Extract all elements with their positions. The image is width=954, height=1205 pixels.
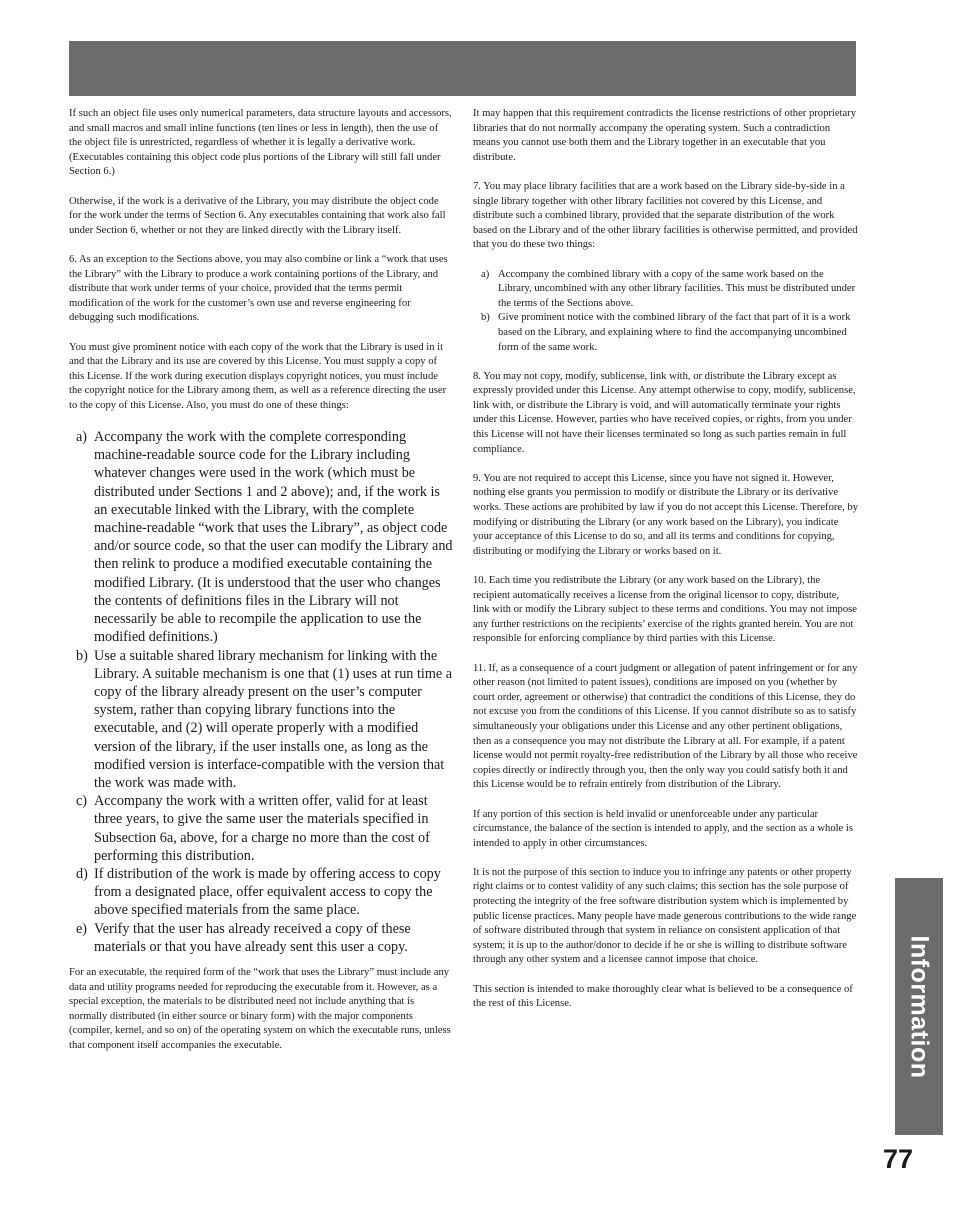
list-item-text: Use a suitable shared library mechanism for linking with the Library. A suitable mechanism is one that (1) uses at run time a copy of the library already present on the user’s computer system, rather than copying library functions into the executable, and (2) will operate properly with a modified version of the library, if the user installs one, as long as the modified version is interface-compatible with the version that the work was made with. <box>94 647 453 791</box>
list-item-text: Accompany the work with the complete corresponding machine-readable source code for the Library including whatever changes were used in the work (which must be distributed under Sections 1 and 2 above); and, if the work is an executable linked with the Library, with the complete machine-readable “work that uses the Library”, as object code and/or source code, so that the user can modify the Library and then relink to produce a modified executable containing the modified Library. (It is understood that the user who changes the contents of definitions files in the Library will not necessarily be able to recompile the application to use the modified definitions.) <box>94 429 453 646</box>
paragraph: 11. If, as a consequence of a court judgment or allegation of patent infringement or for any other reason (not limited to patent issues), conditions are imposed on you (whether by court order, agreement or otherwise) that contradict the conditions of this License, they do not excuse you from the conditions of this License. If you cannot distribute so as to satisfy simultaneously your obligations under this License and any other pertinent obligations, then as a consequence you may not distribute the Library at all. For example, if a patent license would not permit royalty-free redistribution of the Library by all those who receive copies directly or indirectly through you, then the only way you could satisfy both it and this License would be to refrain entirely from distribution of the Library. <box>473 662 858 791</box>
paragraph: For an executable, the required form of the “work that uses the Library” must include any data and utility programs needed for reproducing the executable from it. However, as a special exception, the materials to be distributed need not include anything that is normally distributed (in either source or binary form) with the major components (compiler, kernel, and so on) of the operating system on which the executable runs, unless that component itself accompanies the executable. <box>69 966 451 1051</box>
conditions-list <box>473 268 858 356</box>
paragraph: 6. As an exception to the Sections above, you may also combine or link a “work that uses the Library” with the Library to produce a work containing portions of the Library, and distribute that work under terms of your choice, provided that the terms permit modification of the work for the customer’s own use and reverse engineering for debugging such modifications. <box>69 253 448 324</box>
paragraph: 7. You may place library facilities that are a work based on the Library side-by-side in a single library together with other library facilities not covered by this License, and distribute such a combined library, provided that the separate distribution of the work based on the Library and of the other library facilities is otherwise permitted, and provided that you do these two things: <box>473 180 858 251</box>
paragraph: It may happen that this requirement contradicts the license restrictions of other proprietary libraries that do not normally accompany the operating system. Such a contradiction means you cannot use both them and the Library together in an executable that you distribute. <box>473 108 857 163</box>
list-marker: b) <box>76 647 88 664</box>
paragraph: If any portion of this section is held invalid or unenforceable under any particular circumstance, the balance of the section is intended to apply, and the section as a whole is intended to apply in other circumstances. <box>473 808 853 849</box>
paragraph: Otherwise, if the work is a derivative of the Library, you may distribute the object code for the work under the terms of Section 6. Any executables containing that work also fall under Section 6, whether or not they are linked directly with the Library itself. <box>69 195 446 236</box>
options-list <box>69 428 453 956</box>
section-tab-label: Information <box>905 935 934 1078</box>
paragraph: 10. Each time you redistribute the Library (or any work based on the Library), the recipient automatically receives a license from the original licensor to copy, distribute, link with or modify the Library subject to these terms and conditions. You may not impose any further restrictions on the recipients’ exercise of the rights granted herein. You are not responsible for enforcing compliance by third parties with this License. <box>473 575 857 645</box>
page-number: 77 <box>883 1144 914 1174</box>
list-item-text: If distribution of the work is made by offering access to copy from a designated place, offer equivalent access to copy the above specified materials from the same place. <box>94 865 441 919</box>
list-item <box>69 428 453 646</box>
paragraph: This section is intended to make thoroughly clear what is believed to be a consequence of the rest of this License. <box>473 983 853 1010</box>
list-item-text: Accompany the combined library with a copy of the same work based on the Library, uncombined with any other library facilities. This must be distributed under the terms of the Sections above. <box>498 268 856 309</box>
paragraph: You must give prominent notice with each copy of the work that the Library is used in it and that the Library and its use are covered by this License. You must supply a copy of this License. If the work during execution displays copyright notices, you must include the copyright notice for the Library among them, as well as a reference directing the user to the copy of this License. Also, you must do one of these things: <box>69 341 447 411</box>
paragraph: 9. You are not required to accept this License, since you have not signed it. However, nothing else grants you permission to modify or distribute the Library or its derivative works. These actions are prohibited by law if you do not accept this License. Therefore, by modifying or distributing the Library (or any work based on the Library), you indicate your acceptance of this License to do so, and all its terms and conditions for copying, distributing or modifying the Library or works based on it. <box>473 472 858 557</box>
list-marker: d) <box>76 865 88 882</box>
left-column <box>69 107 453 1054</box>
list-item <box>69 920 453 956</box>
paragraph: 8. You may not copy, modify, sublicense, link with, or distribute the Library except as expressly provided under this License. Any attempt otherwise to copy, modify, sublicense, link with, or distribute the Library is void, and will automatically terminate your rights under this License. However, parties who have received copies, or rights, from you under this License will not have their licenses terminated so long as such parties remain in full compliance. <box>473 370 856 455</box>
list-item <box>473 311 858 355</box>
header-bar <box>69 41 856 96</box>
list-item <box>69 792 453 865</box>
list-marker: e) <box>76 920 88 937</box>
list-item <box>69 865 453 920</box>
list-marker: a) <box>481 268 490 280</box>
paragraph: If such an object file uses only numerical parameters, data structure layouts and accessors, and small macros and small inline functions (ten lines or less in length), then the use of the object file is unrestricted, regardless of whether it is legally a derivative work. (Executables containing this object code plus portions of the Library will still fall under Section 6.) <box>69 108 452 178</box>
list-item-text: Accompany the work with a written offer, valid for at least three years, to give the same user the materials specified in Subsection 6a, above, for a charge no more than the cost of performing this distribution. <box>94 793 430 864</box>
list-item-text: Give prominent notice with the combined library of the fact that part of it is a work based on the Library, and explaining where to find the accompanying uncombined form of the same work. <box>498 312 851 353</box>
list-marker: c) <box>76 793 88 810</box>
list-item <box>473 268 858 312</box>
section-tab <box>895 878 943 1135</box>
list-item <box>69 647 453 793</box>
paragraph: It is not the purpose of this section to induce you to infringe any patents or other property right claims or to contest validity of any such claims; this section has the sole purpose of protecting the integrity of the free software distribution system which is implemented by public license practices. Many people have made generous contributions to the wide range of software distributed through that system in reliance on consistent application of that system; it is up to the author/donor to decide if he or she is willing to distribute software through any other system and a licensee cannot impose that choice. <box>473 866 857 966</box>
list-item-text: Verify that the user has already received a copy of these materials or that you have already sent this user a copy. <box>94 920 411 955</box>
list-marker: a) <box>76 429 88 446</box>
list-marker: b) <box>481 312 490 324</box>
right-column <box>473 107 858 1012</box>
